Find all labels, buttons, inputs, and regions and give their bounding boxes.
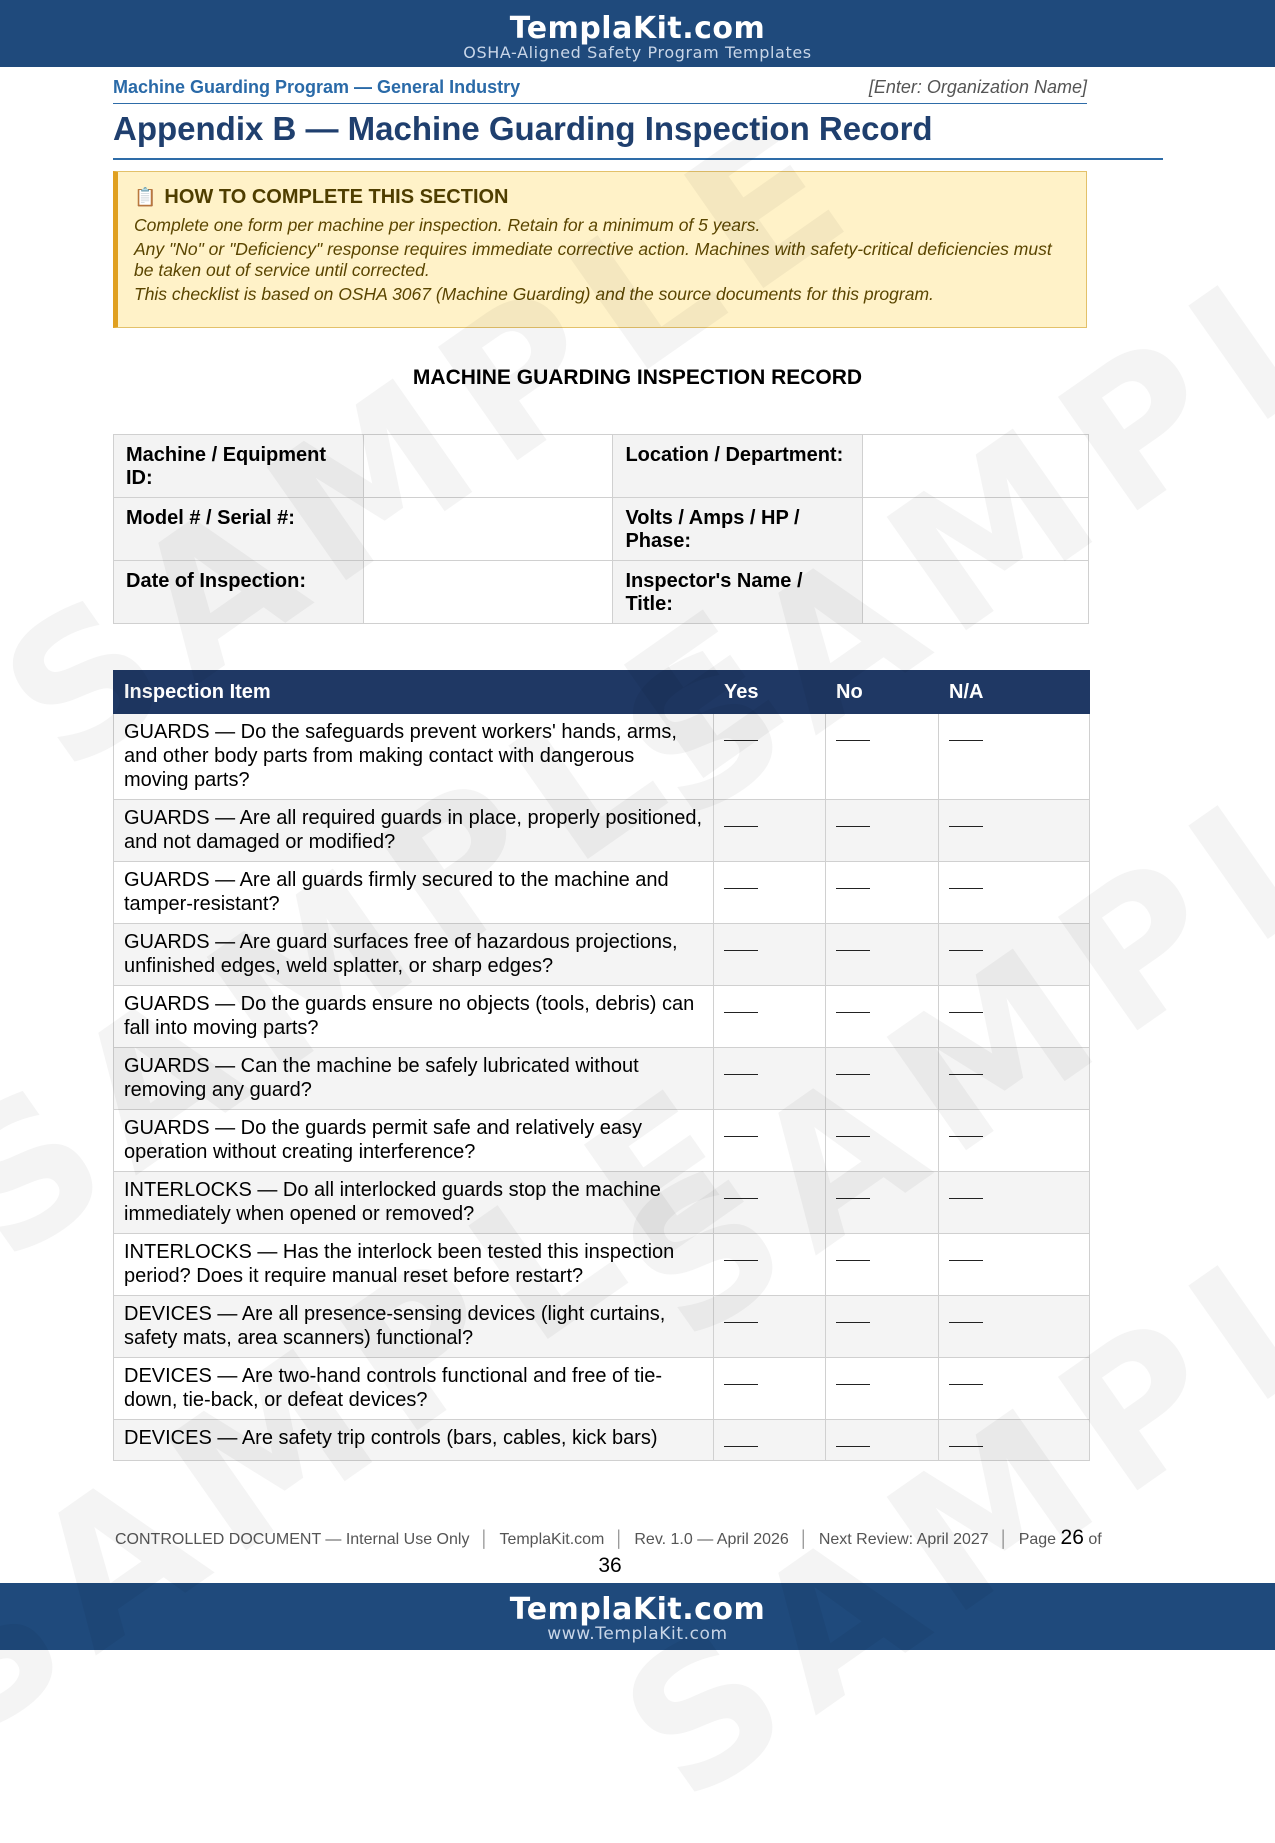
answer-cell-na[interactable] xyxy=(939,714,1090,800)
answer-blank-na[interactable] xyxy=(949,1198,983,1199)
checklist-row xyxy=(114,1048,1090,1110)
answer-cell-no[interactable] xyxy=(826,1048,939,1110)
form-title: MACHINE GUARDING INSPECTION RECORD xyxy=(412,366,863,389)
info-row xyxy=(114,561,1089,624)
answer-blank-no[interactable] xyxy=(836,1384,870,1385)
answer-cell-no[interactable] xyxy=(826,1172,939,1234)
next-review: Next Review: April 2027 xyxy=(818,1531,989,1548)
answer-blank-yes[interactable] xyxy=(724,888,758,889)
location-field[interactable] xyxy=(863,435,1089,498)
answer-blank-no[interactable] xyxy=(836,1322,870,1323)
info-row xyxy=(114,435,1089,498)
answer-blank-no[interactable] xyxy=(836,826,870,827)
inspection-item-text: INTERLOCKS — Has the interlock been tested this inspection period? Does it require manual reset before restart? xyxy=(114,1234,714,1296)
answer-cell-yes[interactable] xyxy=(714,1358,826,1420)
instructions-callout xyxy=(113,171,1087,328)
organization-placeholder: [Enter: Organization Name] xyxy=(868,77,1087,97)
answer-blank-na[interactable] xyxy=(949,1074,983,1075)
of-label: of xyxy=(1088,1531,1102,1548)
model-serial-field[interactable] xyxy=(363,498,613,561)
controlled-notice: CONTROLLED DOCUMENT — Internal Use Only xyxy=(115,1531,470,1548)
col-header-yes: Yes xyxy=(714,671,826,714)
brand-name: TemplaKit.com xyxy=(509,11,766,46)
answer-cell-yes[interactable] xyxy=(714,714,826,800)
inspection-checklist-table xyxy=(113,670,1090,1461)
answer-blank-na[interactable] xyxy=(949,1136,983,1137)
top-banner xyxy=(0,0,1275,67)
answer-blank-na[interactable] xyxy=(949,888,983,889)
page-number: 26 xyxy=(1060,1526,1084,1549)
page-title: Appendix B — Machine Guarding Inspection Record xyxy=(113,110,1163,160)
inspection-item-text: GUARDS — Are all required guards in place, properly positioned, and not damaged or modified? xyxy=(114,800,714,862)
answer-blank-na[interactable] xyxy=(949,1322,983,1323)
answer-blank-yes[interactable] xyxy=(724,950,758,951)
footer-site: TemplaKit.com xyxy=(499,1531,605,1548)
answer-cell-yes[interactable] xyxy=(714,1296,826,1358)
machine-info-table xyxy=(113,434,1089,624)
answer-cell-na[interactable] xyxy=(939,1234,1090,1296)
checklist-row xyxy=(114,986,1090,1048)
answer-blank-yes[interactable] xyxy=(724,826,758,827)
col-header-item: Inspection Item xyxy=(114,671,714,714)
bottom-banner xyxy=(0,1583,1275,1650)
checklist-row xyxy=(114,1110,1090,1172)
answer-cell-na[interactable] xyxy=(939,800,1090,862)
callout-line: This checklist is based on OSHA 3067 (Machine Guarding) and the source documents for this program. xyxy=(134,284,934,304)
answer-blank-na[interactable] xyxy=(949,1012,983,1013)
answer-cell-no[interactable] xyxy=(826,986,939,1048)
inspector-label: Inspector's Name / Title: xyxy=(613,561,863,624)
answer-cell-na[interactable] xyxy=(939,924,1090,986)
inspection-item-text: DEVICES — Are all presence-sensing devices (light curtains, safety mats, area scanners) functional? xyxy=(114,1296,714,1358)
inspection-item-text: GUARDS — Can the machine be safely lubricated without removing any guard? xyxy=(114,1048,714,1110)
checklist-row xyxy=(114,1296,1090,1358)
location-label: Location / Department: xyxy=(613,435,863,498)
checklist-body xyxy=(114,714,1090,1461)
answer-blank-yes[interactable] xyxy=(724,1136,758,1137)
answer-cell-yes[interactable] xyxy=(714,1048,826,1110)
answer-blank-yes[interactable] xyxy=(724,1322,758,1323)
inspection-item-text: GUARDS — Are guard surfaces free of hazardous projections, unfinished edges, weld splatter, or sharp edges? xyxy=(114,924,714,986)
answer-blank-yes[interactable] xyxy=(724,1446,758,1447)
checklist-row xyxy=(114,1358,1090,1420)
answer-cell-yes[interactable] xyxy=(714,1420,826,1461)
bottom-brand-name: TemplaKit.com xyxy=(509,1592,766,1627)
answer-cell-na[interactable] xyxy=(939,1048,1090,1110)
answer-cell-no[interactable] xyxy=(826,1420,939,1461)
answer-cell-no[interactable] xyxy=(826,862,939,924)
answer-blank-na[interactable] xyxy=(949,1446,983,1447)
footer-separator: │ xyxy=(998,1531,1009,1548)
answer-blank-yes[interactable] xyxy=(724,1198,758,1199)
answer-cell-yes[interactable] xyxy=(714,862,826,924)
brand-tagline: OSHA-Aligned Safety Program Templates xyxy=(463,43,812,62)
answer-blank-yes[interactable] xyxy=(724,1012,758,1013)
electrical-field[interactable] xyxy=(863,498,1089,561)
checklist-row xyxy=(114,714,1090,800)
inspection-date-field[interactable] xyxy=(363,561,613,624)
answer-cell-yes[interactable] xyxy=(714,924,826,986)
answer-blank-no[interactable] xyxy=(836,1012,870,1013)
inspector-field[interactable] xyxy=(863,561,1089,624)
callout-heading xyxy=(134,186,1070,209)
page-total: 36 xyxy=(598,1554,622,1577)
answer-cell-no[interactable] xyxy=(826,1110,939,1172)
answer-cell-na[interactable] xyxy=(939,1296,1090,1358)
bottom-url: www.TemplaKit.com xyxy=(547,1624,728,1644)
page-footer xyxy=(115,1525,1165,1581)
callout-line: Any "No" or "Deficiency" response requires immediate corrective action. Machines with safety-critical deficiencies must be taken out of service until corrected. xyxy=(134,239,1052,280)
answer-blank-no[interactable] xyxy=(836,1446,870,1447)
footer-separator: │ xyxy=(614,1531,625,1548)
callout-line: Complete one form per machine per inspection. Retain for a minimum of 5 years. xyxy=(134,215,761,235)
clipboard-icon: 📋 xyxy=(134,187,157,207)
answer-blank-no[interactable] xyxy=(836,950,870,951)
answer-blank-yes[interactable] xyxy=(724,1384,758,1385)
inspection-item-text: GUARDS — Are all guards firmly secured to the machine and tamper-resistant? xyxy=(114,862,714,924)
answer-blank-yes[interactable] xyxy=(724,740,758,741)
answer-blank-na[interactable] xyxy=(949,740,983,741)
callout-heading-text: HOW TO COMPLETE THIS SECTION xyxy=(164,186,509,208)
answer-blank-no[interactable] xyxy=(836,1260,870,1261)
page-label: Page xyxy=(1018,1531,1057,1548)
answer-blank-no[interactable] xyxy=(836,1136,870,1137)
answer-cell-na[interactable] xyxy=(939,986,1090,1048)
machine-id-field[interactable] xyxy=(363,435,613,498)
answer-blank-no[interactable] xyxy=(836,1074,870,1075)
inspection-date-label: Date of Inspection: xyxy=(114,561,364,624)
answer-cell-no[interactable] xyxy=(826,924,939,986)
answer-blank-yes[interactable] xyxy=(724,1260,758,1261)
checklist-row xyxy=(114,800,1090,862)
checklist-row xyxy=(114,1172,1090,1234)
footer-separator: │ xyxy=(479,1531,490,1548)
info-row xyxy=(114,498,1089,561)
inspection-item-text: GUARDS — Do the safeguards prevent workers' hands, arms, and other body parts from making contact with dangerous moving parts? xyxy=(114,714,714,800)
checklist-row xyxy=(114,1234,1090,1296)
inspection-item-text: GUARDS — Do the guards ensure no objects (tools, debris) can fall into moving parts? xyxy=(114,986,714,1048)
inspection-item-text: GUARDS — Do the guards permit safe and relatively easy operation without creating interference? xyxy=(114,1110,714,1172)
answer-cell-yes[interactable] xyxy=(714,986,826,1048)
answer-blank-no[interactable] xyxy=(836,740,870,741)
answer-cell-na[interactable] xyxy=(939,1172,1090,1234)
answer-cell-no[interactable] xyxy=(826,1234,939,1296)
inspection-item-text: DEVICES — Are two-hand controls functional and free of tie-down, tie-back, or defeat devices? xyxy=(114,1358,714,1420)
answer-cell-no[interactable] xyxy=(826,1358,939,1420)
col-header-na: N/A xyxy=(939,671,1090,714)
model-serial-label: Model # / Serial #: xyxy=(114,498,364,561)
answer-cell-yes[interactable] xyxy=(714,1110,826,1172)
answer-cell-yes[interactable] xyxy=(714,1234,826,1296)
checklist-row xyxy=(114,924,1090,986)
answer-blank-na[interactable] xyxy=(949,1384,983,1385)
answer-blank-na[interactable] xyxy=(949,950,983,951)
answer-cell-yes[interactable] xyxy=(714,800,826,862)
col-header-no: No xyxy=(826,671,939,714)
answer-cell-no[interactable] xyxy=(826,1296,939,1358)
answer-cell-na[interactable] xyxy=(939,1420,1090,1461)
answer-blank-na[interactable] xyxy=(949,826,983,827)
checklist-row xyxy=(114,1420,1090,1461)
inspection-item-text: INTERLOCKS — Do all interlocked guards stop the machine immediately when opened or removed? xyxy=(114,1172,714,1234)
answer-blank-yes[interactable] xyxy=(724,1074,758,1075)
answer-cell-no[interactable] xyxy=(826,800,939,862)
answer-blank-no[interactable] xyxy=(836,1198,870,1199)
answer-cell-no[interactable] xyxy=(826,714,939,800)
answer-blank-na[interactable] xyxy=(949,1260,983,1261)
electrical-label: Volts / Amps / HP / Phase: xyxy=(613,498,863,561)
running-header xyxy=(113,77,1087,104)
answer-cell-na[interactable] xyxy=(939,1110,1090,1172)
checklist-row xyxy=(114,862,1090,924)
revision-info: Rev. 1.0 — April 2026 xyxy=(634,1531,789,1548)
answer-cell-yes[interactable] xyxy=(714,1172,826,1234)
answer-blank-no[interactable] xyxy=(836,888,870,889)
inspection-item-text: DEVICES — Are safety trip controls (bars, cables, kick bars) xyxy=(114,1420,714,1461)
machine-id-label: Machine / Equipment ID: xyxy=(114,435,364,498)
program-name: Machine Guarding Program — General Industry xyxy=(113,77,521,97)
checklist-header-row xyxy=(114,671,1090,714)
answer-cell-na[interactable] xyxy=(939,1358,1090,1420)
answer-cell-na[interactable] xyxy=(939,862,1090,924)
footer-separator: │ xyxy=(798,1531,809,1548)
